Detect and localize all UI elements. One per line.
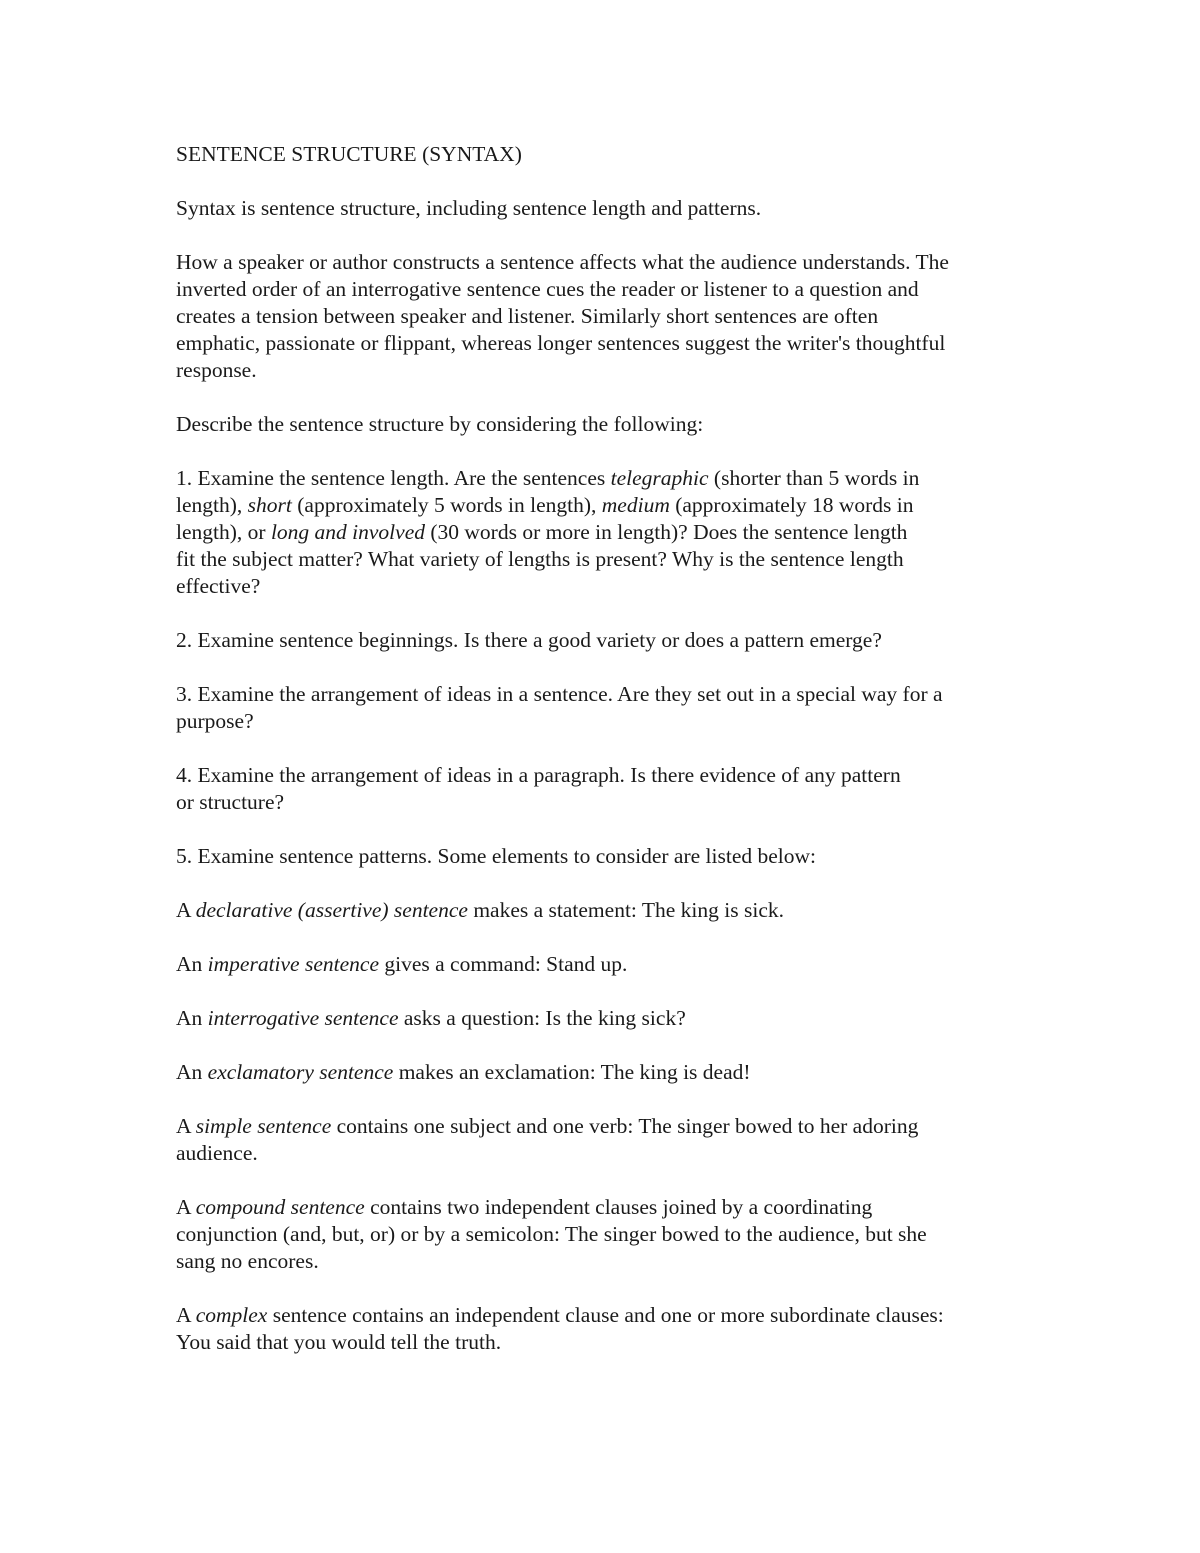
italic-term: compound sentence [195, 1195, 365, 1219]
list-item-text: 2. Examine sentence beginnings. Is there a good variety or does a pattern emerge? [176, 628, 882, 652]
list-item-line: fit the subject matter? What variety of lengths is present? Why is the sentence length [176, 547, 904, 571]
definition-line: You said that you would tell the truth. [176, 1330, 502, 1354]
list-item-line: or structure? [176, 790, 285, 814]
paragraph-line: inverted order of an interrogative sentence cues the reader or listener to a question and [176, 277, 919, 301]
definition-line [176, 1302, 1036, 1329]
title-text: SENTENCE STRUCTURE (SYNTAX) [176, 142, 522, 166]
text-run: (shorter than 5 words in [708, 466, 920, 490]
list-item-5 [176, 843, 1036, 870]
paragraph-line: How a speaker or author constructs a sentence affects what the audience understands. The [176, 250, 949, 274]
definition-line: sang no encores. [176, 1249, 319, 1273]
definition-line: audience. [176, 1141, 258, 1165]
text-run: A [176, 898, 196, 922]
text-run: An [176, 1060, 208, 1084]
text-run: length), or [176, 520, 271, 544]
text-run: An [176, 952, 208, 976]
definition-line [176, 1194, 1036, 1221]
definition-complex [176, 1302, 1036, 1356]
text-run: contains two independent clauses joined by a coordinating [364, 1195, 873, 1219]
italic-term: telegraphic [610, 466, 709, 490]
instruction-paragraph [176, 411, 1036, 438]
definition-line: conjunction (and, but, or) or by a semicolon: The singer bowed to the audience, but she [176, 1222, 927, 1246]
italic-term: imperative sentence [207, 952, 379, 976]
definition-exclamatory [176, 1059, 1036, 1086]
list-item-line [176, 492, 1036, 519]
list-item-line: effective? [176, 574, 261, 598]
text-run: 1. Examine the sentence length. Are the sentences [176, 466, 611, 490]
text-run: length), [176, 493, 248, 517]
list-item-1 [176, 465, 1036, 600]
text-run: gives a command: Stand up. [378, 952, 628, 976]
text-run: makes an exclamation: The king is dead! [393, 1060, 751, 1084]
paragraph-line: emphatic, passionate or flippant, whereas longer sentences suggest the writer's thoughtful [176, 331, 946, 355]
explanation-paragraph [176, 249, 1036, 384]
italic-term: declarative (assertive) sentence [195, 898, 468, 922]
italic-term: simple sentence [195, 1114, 332, 1138]
intro-text: Syntax is sentence structure, including sentence length and patterns. [176, 196, 762, 220]
text-run: (approximately 18 words in [669, 493, 914, 517]
text-run: A [176, 1195, 196, 1219]
list-item-3 [176, 681, 1036, 735]
italic-term: exclamatory sentence [207, 1060, 394, 1084]
list-item-line [176, 465, 1036, 492]
definition-compound [176, 1194, 1036, 1275]
list-item-line: 4. Examine the arrangement of ideas in a paragraph. Is there evidence of any pattern [176, 763, 901, 787]
intro-paragraph [176, 195, 1036, 222]
italic-term: complex [195, 1303, 268, 1327]
paragraph-line: response. [176, 358, 257, 382]
text-run: A [176, 1114, 196, 1138]
text-run: (approximately 5 words in length), [291, 493, 602, 517]
document-title [176, 141, 1036, 168]
paragraph-line: creates a tension between speaker and listener. Similarly short sentences are often [176, 304, 879, 328]
text-run: (30 words or more in length)? Does the sentence length [425, 520, 908, 544]
italic-term: short [247, 493, 292, 517]
text-run: makes a statement: The king is sick. [467, 898, 785, 922]
definition-simple [176, 1113, 1036, 1167]
list-item-text: 5. Examine sentence patterns. Some elements to consider are listed below: [176, 844, 817, 868]
definition-imperative [176, 951, 1036, 978]
text-run: asks a question: Is the king sick? [398, 1006, 686, 1030]
text-run: contains one subject and one verb: The singer bowed to her adoring [331, 1114, 919, 1138]
list-item-line [176, 519, 1036, 546]
definition-interrogative [176, 1005, 1036, 1032]
document-body [176, 141, 1036, 1383]
list-item-4 [176, 762, 1036, 816]
text-run: sentence contains an independent clause and one or more subordinate clauses: [267, 1303, 944, 1327]
text-run: An [176, 1006, 208, 1030]
definition-line [176, 1113, 1036, 1140]
instruction-text: Describe the sentence structure by considering the following: [176, 412, 704, 436]
italic-term: medium [601, 493, 670, 517]
list-item-line: purpose? [176, 709, 254, 733]
list-item-2 [176, 627, 1036, 654]
list-item-line: 3. Examine the arrangement of ideas in a sentence. Are they set out in a special way for a [176, 682, 943, 706]
italic-term: interrogative sentence [207, 1006, 399, 1030]
text-run: A [176, 1303, 196, 1327]
definition-declarative [176, 897, 1036, 924]
italic-term: long and involved [270, 520, 425, 544]
